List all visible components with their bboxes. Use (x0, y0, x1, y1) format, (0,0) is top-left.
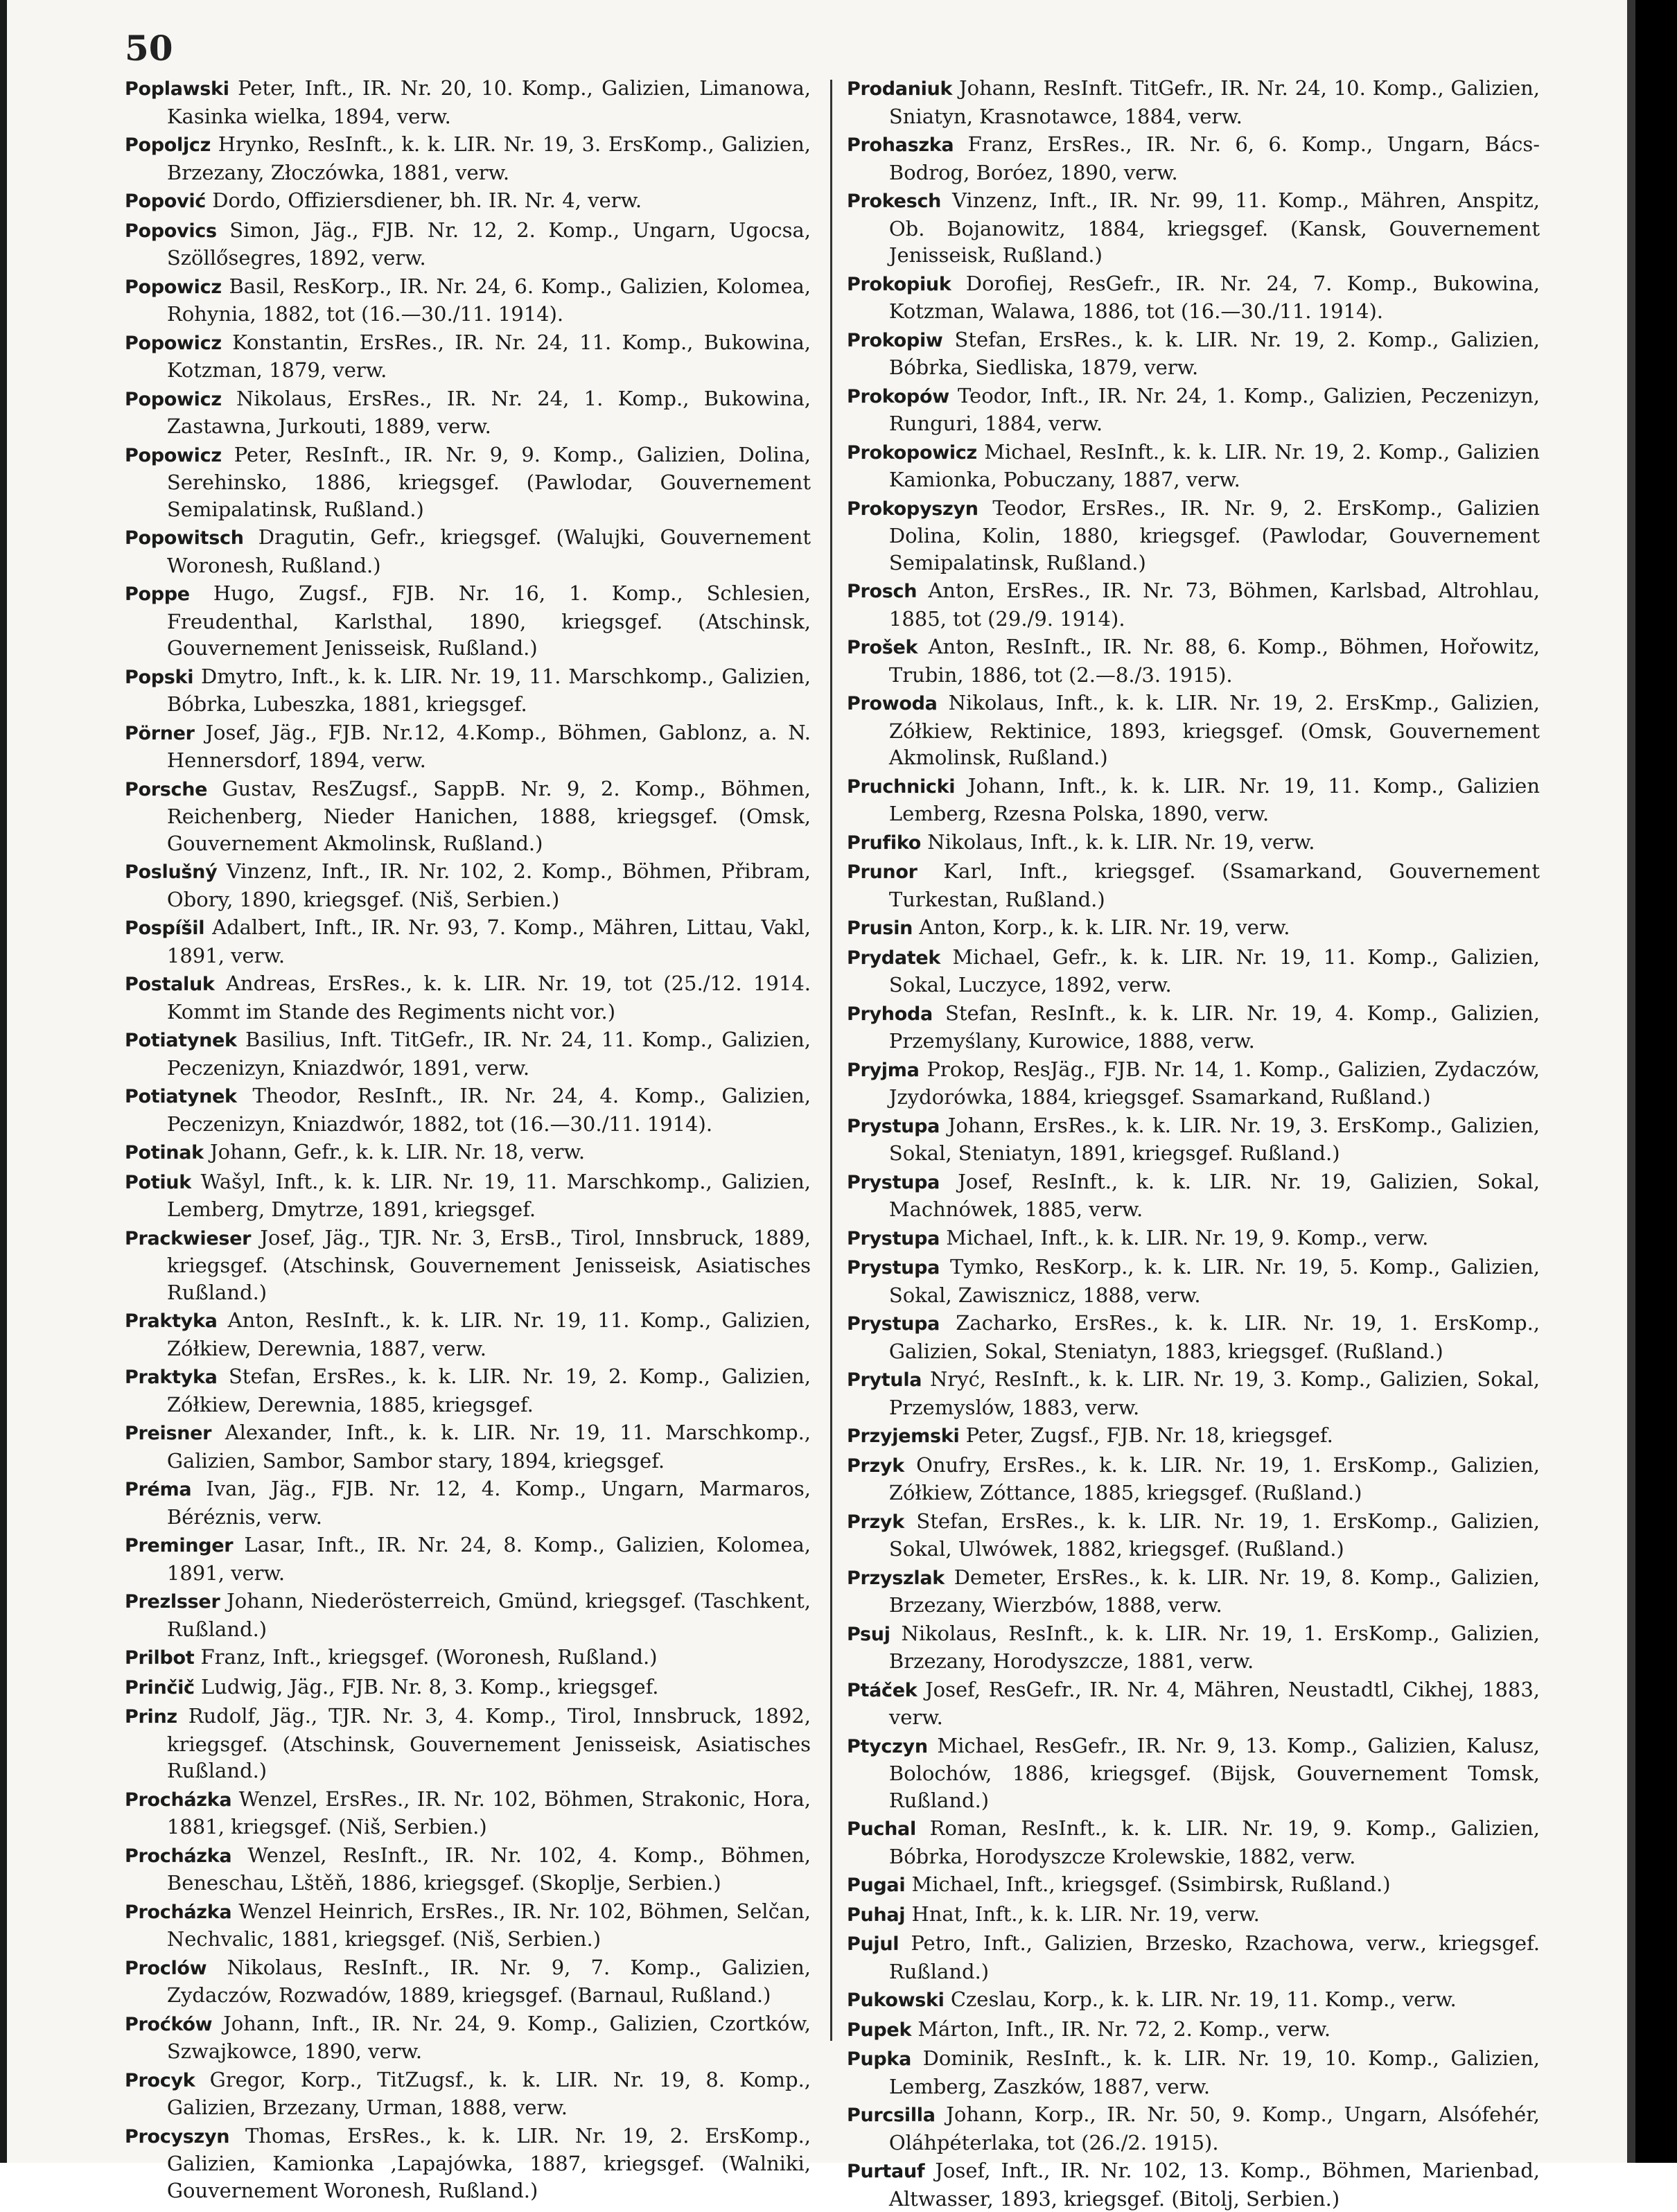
entry-surname: Procyszyn (125, 2125, 230, 2148)
entry-details: Simon, Jäg., FJB. Nr. 12, 2. Komp., Ungarn, Ugocsa, Szöllősegres, 1892, verw. (166, 218, 811, 270)
entry-details: Michael, Inft., kriegsgef. (Ssimbirsk, Rußland.) (911, 1872, 1391, 1896)
list-entry (847, 1676, 1540, 1731)
entry-details: Thomas, ErsRes., k. k. LIR. Nr. 19, 2. ErsKomp., Galizien, Kamionka ,Lapajówka, 1887, kriegsgef. (Walniki, Gouvernement Woronesh, Rußland.) (166, 2123, 811, 2202)
list-entry (847, 1366, 1540, 1421)
list-entry (847, 633, 1540, 688)
list-entry (125, 524, 811, 579)
list-entry (847, 1452, 1540, 1507)
entry-surname: Preminger (125, 1535, 234, 1556)
entry-surname: Popowitsch (125, 527, 244, 549)
entry-surname: Purtauf (847, 2161, 925, 2182)
column-divider (830, 80, 832, 2041)
entry-details: Johann, Gefr., k. k. LIR. Nr. 18, verw. (210, 1140, 586, 1164)
list-entry (847, 914, 1540, 942)
entry-surname: Proćków (125, 2013, 213, 2035)
list-entry (125, 1082, 811, 1137)
entry-surname: Prokopyszyn (847, 498, 978, 520)
entry-details: Gregor, Korp., TitZugsf., k. k. LIR. Nr. 19, 8. Komp., Galizien, Brzezany, Urman, 1888, verw. (166, 2067, 811, 2119)
page-number: 50 (125, 28, 173, 69)
entry-details: Alexander, Inft., k. k. LIR. Nr. 19, 11. Marschkomp., Galizien, Sambor, Sambor stary, 1894, kriegsgef. (166, 1421, 811, 1473)
entry-details: Anton, Korp., k. k. LIR. Nr. 19, verw. (919, 915, 1290, 939)
entry-surname: Prystupa (847, 1171, 940, 1193)
list-entry (847, 1000, 1540, 1055)
entry-surname: Poslušný (125, 861, 218, 883)
list-entry (125, 1224, 811, 1306)
entry-details: Nryć, ResInft., k. k. LIR. Nr. 19, 3. Komp., Galizien, Sokal, Przemyslów, 1883, verw. (888, 1367, 1540, 1419)
list-entry (847, 829, 1540, 857)
entry-surname: Preisner (125, 1423, 212, 1444)
list-entry (125, 2066, 811, 2121)
entry-surname: Procházka (125, 1789, 232, 1811)
entry-surname: Potiuk (125, 1171, 191, 1193)
list-entry (847, 1310, 1540, 1364)
list-entry (125, 1026, 811, 1081)
entry-details: Dragutin, Gefr., kriegsgef. (Walujki, Gouvernement Woronesh, Rußland.) (166, 525, 811, 577)
entry-surname: Prinčič (125, 1676, 195, 1698)
entry-details: Michael, ResGefr., IR. Nr. 9, 13. Komp., Galizien, Kalusz, Bolochów, 1886, kriegsgef. (Bijsk, Gouvernement Tomsk, Rußland.) (888, 1733, 1540, 1812)
entry-surname: Pörner (125, 722, 195, 744)
list-entry (125, 385, 811, 440)
list-entry (847, 858, 1540, 913)
entry-surname: Préma (125, 1479, 192, 1500)
entry-surname: Potinak (125, 1142, 204, 1164)
entry-surname: Poplawski (125, 78, 229, 100)
entry-details: Josef, ResGefr., IR. Nr. 4, Mähren, Neustadtl, Cikhej, 1883, verw. (888, 1677, 1540, 1729)
list-entry (847, 495, 1540, 577)
list-entry (847, 1056, 1540, 1111)
entry-details: Basilius, Inft. TitGefr., IR. Nr. 24, 11. Komp., Galizien, Peczenizyn, Kniazdwór, 1891, verw. (166, 1028, 811, 1080)
entry-details: Franz, Inft., kriegsgef. (Woronesh, Rußland.) (200, 1645, 658, 1669)
list-entry (125, 1139, 811, 1167)
entry-surname: Prytula (847, 1369, 922, 1391)
entry-details: Johann, ErsRes., k. k. LIR. Nr. 19, 3. ErsKomp., Galizien, Sokal, Steniatyn, 1891, kriegsgef. Rußland.) (888, 1113, 1540, 1165)
entry-details: Andreas, ErsRes., k. k. LIR. Nr. 19, tot (25./12. 1914. Kommt im Stande des Regiments nicht vor.) (166, 972, 811, 1024)
list-entry (847, 1422, 1540, 1450)
entry-surname: Prosch (847, 581, 917, 602)
list-entry (125, 580, 811, 662)
entry-surname: Prokopiw (847, 329, 943, 351)
list-entry (125, 1674, 811, 1702)
entry-details: Dmytro, Inft., k. k. LIR. Nr. 19, 11. Marschkomp., Galizien, Bóbrka, Lubeszka, 1881, kriegsgef. (166, 664, 811, 716)
list-entry (847, 577, 1540, 632)
entry-surname: Popovics (125, 220, 217, 242)
entry-details: Hnat, Inft., k. k. LIR. Nr. 19, verw. (911, 1902, 1260, 1926)
entry-details: Wenzel, ErsRes., IR. Nr. 102, Böhmen, Strakonic, Hora, 1881, kriegsgef. (Niš, Serbien.) (166, 1787, 811, 1838)
list-entry (847, 1254, 1540, 1308)
list-entry (847, 773, 1540, 827)
entry-surname: Porsche (125, 778, 208, 800)
list-entry (125, 75, 811, 130)
entry-details: Josef, ResInft., k. k. LIR. Nr. 19, Galizien, Sokal, Machnówek, 1885, verw. (888, 1169, 1540, 1221)
list-entry (847, 944, 1540, 999)
entry-details: Rudolf, Jäg., TJR. Nr. 3, 4. Komp., Tirol, Innsbruck, 1892, kriegsgef. (Atschinsk, Gouvernement Jenisseisk, Asiatisches Rußland.) (166, 1704, 811, 1782)
entry-details: Theodor, ResInft., IR. Nr. 24, 4. Komp., Galizien, Peczenizyn, Kniazdwór, 1882, tot (16.—30./11. 1914). (166, 1084, 811, 1136)
entry-details: Nikolaus, ResInft., IR. Nr. 9, 7. Komp., Galizien, Zydaczów, Rozwadów, 1889, kriegsgef. (Barnaul, Rußland.) (166, 1955, 811, 2007)
list-entry (125, 2010, 811, 2065)
entry-details: Johann, Niederösterreich, Gmünd, kriegsgef. (Taschkent, Rußland.) (166, 1589, 811, 1641)
list-entry (125, 1168, 811, 1223)
list-entry (847, 270, 1540, 325)
entry-surname: Procházka (125, 1845, 232, 1867)
list-entry (847, 1112, 1540, 1167)
entry-surname: Pryhoda (847, 1003, 933, 1025)
entry-surname: Prystupa (847, 1257, 940, 1279)
list-entry (847, 1901, 1540, 1929)
entry-details: Hugo, Zugsf., FJB. Nr. 16, 1. Komp., Schlesien, Freudenthal, Karlsthal, 1890, kriegsgef. (Atschinsk, Gouvernement Jenisseisk, Rußland.) (166, 581, 811, 660)
entry-surname: Prezlsser (125, 1591, 220, 1613)
entry-details: Johann, ResInft. TitGefr., IR. Nr. 24, 10. Komp., Galizien, Sniatyn, Krasnotawce, 1884, verw. (888, 76, 1540, 128)
entry-details: Dominik, ResInft., k. k. LIR. Nr. 19, 10. Komp., Galizien, Lemberg, Zaszków, 1887, verw. (888, 2046, 1540, 2098)
entry-details: Wašyl, Inft., k. k. LIR. Nr. 19, 11. Marschkomp., Galizien, Lemberg, Dmytrze, 1891, kriegsgef. (166, 1169, 811, 1221)
entry-surname: Popski (125, 666, 194, 688)
entry-surname: Psuj (847, 1623, 890, 1645)
entry-surname: Procházka (125, 1901, 232, 1923)
list-entry (847, 1564, 1540, 1619)
entry-surname: Prowoda (847, 693, 938, 714)
list-entry (125, 1644, 811, 1672)
entry-details: Nikolaus, Inft., k. k. LIR. Nr. 19, 2. ErsKmp., Galizien, Zółkiew, Rektinice, 1893, kriegsgef. (Omsk, Gouvernement Akmolinsk, Rußland.) (888, 691, 1540, 769)
entry-surname: Popoljcz (125, 134, 211, 156)
entry-surname: Postaluk (125, 974, 215, 995)
list-entry (847, 439, 1540, 493)
entry-details: Johann, Inft., k. k. LIR. Nr. 19, 11. Komp., Galizien Lemberg, Rzesna Polska, 1890, verw. (888, 773, 1540, 825)
list-entry (847, 1620, 1540, 1675)
entry-surname: Potiatynek (125, 1030, 237, 1051)
entry-surname: Pugai (847, 1875, 906, 1896)
entry-details: Zacharko, ErsRes., k. k. LIR. Nr. 19, 1. ErsKomp., Galizien, Sokal, Steniatyn, 1883, kriegsgef. (Rußland.) (888, 1311, 1540, 1363)
list-entry (847, 131, 1540, 186)
list-entry (847, 187, 1540, 269)
entry-details: Demeter, ErsRes., k. k. LIR. Nr. 19, 8. Komp., Galizien, Brzezany, Wierzbów, 1888, verw. (888, 1565, 1540, 1617)
entry-surname: Prufiko (847, 832, 922, 854)
entry-surname: Prydatek (847, 947, 941, 969)
entry-details: Nikolaus, ResInft., k. k. LIR. Nr. 19, 1. ErsKomp., Galizien, Brzezany, Horodyszcze, 1881, verw. (888, 1621, 1540, 1673)
entry-surname: Procyk (125, 2069, 195, 2091)
entry-surname: Pupek (847, 2019, 912, 2041)
list-entry (125, 1703, 811, 1784)
entry-surname: Prokopiuk (847, 273, 951, 295)
list-entry (125, 1531, 811, 1586)
entry-details: Teodor, Inft., IR. Nr. 24, 1. Komp., Galizien, Peczenizyn, Runguri, 1884, verw. (888, 383, 1540, 435)
entry-details: Michael, ResInft., k. k. LIR. Nr. 19, 2. Komp., Galizien Kamionka, Pobuczany, 1887, verw. (888, 439, 1540, 491)
entry-details: Stefan, ResInft., k. k. LIR. Nr. 19, 4. Komp., Galizien, Przemyślany, Kurowice, 1888, verw. (888, 1001, 1540, 1053)
list-entry (847, 1871, 1540, 1899)
entry-surname: Przyszlak (847, 1567, 945, 1589)
list-entry (847, 1168, 1540, 1223)
entry-surname: Purcsilla (847, 2105, 936, 2126)
entry-surname: Pupka (847, 2048, 912, 2070)
list-entry (125, 1419, 811, 1474)
entry-details: Vinzenz, Inft., IR. Nr. 102, 2. Komp., Böhmen, Přibram, Obory, 1890, kriegsgef. (Niš, Serbien.) (166, 859, 811, 911)
entry-details: Johann, Inft., IR. Nr. 24, 9. Komp., Galizien, Czortków, Szwajkowce, 1890, verw. (166, 2011, 811, 2063)
list-entry (125, 858, 811, 913)
list-entry (847, 75, 1540, 130)
entry-details: Michael, Inft., k. k. LIR. Nr. 19, 9. Komp., verw. (946, 1225, 1429, 1249)
entry-details: Basil, ResKorp., IR. Nr. 24, 6. Komp., Galizien, Kolomea, Rohynia, 1882, tot (16.—30./11. 1914). (166, 274, 811, 326)
entry-details: Wenzel, ResInft., IR. Nr. 102, 4. Komp., Böhmen, Beneschau, Lštěň, 1886, kriegsgef. (Skoplje, Serbien.) (166, 1843, 811, 1895)
entry-details: Onufry, ErsRes., k. k. LIR. Nr. 19, 1. ErsKomp., Galizien, Zółkiew, Zóttance, 1885, kriegsgef. (Rußland.) (888, 1452, 1540, 1504)
entry-surname: Potiatynek (125, 1086, 237, 1107)
entry-details: Roman, ResInft., k. k. LIR. Nr. 19, 9. Komp., Galizien, Bóbrka, Horodyszcze Krolewskie, 1882, verw. (888, 1816, 1540, 1868)
list-entry (125, 1588, 811, 1642)
list-entry (125, 441, 811, 523)
list-entry (847, 2157, 1540, 2212)
entry-details: Karl, Inft., kriegsgef. (Ssamarkand, Gouvernement Turkestan, Rußland.) (888, 859, 1540, 911)
entry-surname: Prohaszka (847, 134, 954, 156)
list-entry (847, 326, 1540, 381)
entry-surname: Popović (125, 191, 206, 212)
entry-details: Teodor, ErsRes., IR. Nr. 9, 2. ErsKomp., Galizien Dolina, Kolin, 1880, kriegsgef. (Pawlodar, Gouvernement Semipalatinsk, Rußland.) (888, 495, 1540, 574)
list-entry (125, 1307, 811, 1362)
list-entry (125, 719, 811, 774)
entry-surname: Prodaniuk (847, 78, 953, 100)
entry-details: Nikolaus, Inft., k. k. LIR. Nr. 19, verw. (927, 830, 1315, 854)
entry-surname: Popowicz (125, 444, 222, 466)
entry-details: Wenzel Heinrich, ErsRes., IR. Nr. 102, Böhmen, Selčan, Nechvalic, 1881, kriegsgef. (Niš, Serbien.) (166, 1899, 811, 1951)
entry-surname: Przyk (847, 1511, 904, 1533)
entry-surname: Popowicz (125, 388, 222, 410)
entry-details: Michael, Gefr., k. k. LIR. Nr. 19, 11. Komp., Galizien, Sokal, Luczyce, 1892, verw. (888, 945, 1540, 997)
entry-surname: Puchal (847, 1818, 916, 1840)
entry-surname: Poppe (125, 583, 190, 605)
list-entry (847, 1508, 1540, 1563)
entry-details: Dorofiej, ResGefr., IR. Nr. 24, 7. Komp., Bukowina, Kotzman, Walawa, 1886, tot (16.—30./11. 1914). (888, 271, 1540, 323)
list-entry (847, 1224, 1540, 1253)
entry-details: Stefan, ErsRes., k. k. LIR. Nr. 19, 1. ErsKomp., Galizien, Sokal, Ulwówek, 1882, kriegsgef. (Rußland.) (888, 1509, 1540, 1561)
entry-surname: Ptyczyn (847, 1735, 928, 1757)
entry-details: Franz, ErsRes., IR. Nr. 6, 6. Komp., Ungarn, Bács-Bodrog, Boróez, 1890, verw. (888, 132, 1540, 184)
entry-surname: Przyk (847, 1455, 904, 1477)
entry-surname: Prilbot (125, 1647, 195, 1669)
list-entry (125, 1363, 811, 1418)
entry-details: Nikolaus, ErsRes., IR. Nr. 24, 1. Komp., Bukowina, Zastawna, Jurkouti, 1889, verw. (166, 386, 811, 438)
entry-details: Peter, ResInft., IR. Nr. 9, 9. Komp., Galizien, Dolina, Serehinsko, 1886, kriegsgef. (Pawlodar, Gouvernement Semipalatinsk, Rußland.) (166, 442, 811, 521)
entry-details: Gustav, ResZugsf., SappB. Nr. 9, 2. Komp., Böhmen, Reichenberg, Nieder Hanichen, 1888, kriegsgef. (Omsk, Gouvernement Akmolinsk, Rußland.) (166, 776, 811, 855)
list-entry (125, 1898, 811, 1953)
list-entry (847, 2016, 1540, 2044)
entry-details: Johann, Korp., IR. Nr. 50, 9. Komp., Ungarn, Alsófehér, Oláhpéterlaka, tot (26./2. 1915). (888, 2103, 1540, 2154)
entry-details: Stefan, ErsRes., k. k. LIR. Nr. 19, 2. Komp., Galizien, Zółkiew, Derewnia, 1885, kriegsgef. (166, 1364, 811, 1416)
entry-surname: Puhaj (847, 1904, 906, 1926)
list-entry (125, 914, 811, 969)
entry-details: Tymko, ResKorp., k. k. LIR. Nr. 19, 5. Komp., Galizien, Sokal, Zawisznicz, 1888, verw. (888, 1255, 1540, 1307)
entry-details: Hrynko, ResInft., k. k. LIR. Nr. 19, 3. ErsKomp., Galizien, Brzezany, Złoczówka, 1881, verw. (166, 132, 811, 184)
entry-surname: Prokopowicz (847, 441, 977, 464)
list-entry (125, 1786, 811, 1841)
list-entry (847, 1986, 1540, 2015)
entry-details: Peter, Inft., IR. Nr. 20, 10. Komp., Galizien, Limanowa, Kasinka wielka, 1894, verw. (166, 76, 811, 128)
entry-details: Josef, Jäg., TJR. Nr. 3, ErsB., Tirol, Innsbruck, 1889, kriegsgef. (Atschinsk, Gouvernement Jenisseisk, Asiatisches Rußland.) (166, 1225, 811, 1304)
list-entry (847, 383, 1540, 437)
entry-details: Dordo, Offiziersdiener, bh. IR. Nr. 4, verw. (212, 188, 642, 212)
entry-surname: Praktyka (125, 1310, 218, 1332)
entry-surname: Prackwieser (125, 1227, 252, 1249)
right-column (847, 75, 1540, 2212)
entry-details: Vinzenz, Inft., IR. Nr. 99, 11. Komp., Mähren, Anspitz, Ob. Bojanowitz, 1884, kriegsgef. (Kansk, Gouvernement Jenisseisk, Rußland.) (888, 188, 1540, 267)
list-entry (847, 690, 1540, 771)
right-scan-edge (1635, 0, 1677, 2163)
list-entry (847, 1930, 1540, 1985)
list-entry (125, 329, 811, 384)
entry-details: Márton, Inft., IR. Nr. 72, 2. Komp., verw. (917, 2017, 1331, 2041)
entry-details: Stefan, ErsRes., k. k. LIR. Nr. 19, 2. Komp., Galizien, Bóbrka, Siedliska, 1879, verw. (888, 327, 1540, 379)
list-entry (125, 2123, 811, 2204)
list-entry (125, 273, 811, 328)
entry-surname: Przyjemski (847, 1425, 960, 1447)
left-scan-edge (0, 0, 7, 2163)
entry-surname: Popowicz (125, 332, 222, 354)
entry-surname: Prusin (847, 918, 913, 939)
list-entry (847, 1815, 1540, 1870)
list-entry (125, 1842, 811, 1897)
entry-surname: Pryjma (847, 1059, 920, 1081)
list-entry (125, 970, 811, 1025)
list-entry (125, 1954, 811, 2009)
entry-details: Adalbert, Inft., IR. Nr. 93, 7. Komp., Mähren, Littau, Vakl, 1891, verw. (166, 915, 811, 967)
entry-details: Petro, Inft., Galizien, Brzesko, Rzachowa, verw., kriegsgef. Rußland.) (888, 1931, 1540, 1983)
entry-surname: Praktyka (125, 1367, 218, 1388)
left-column (125, 75, 811, 2204)
entry-details: Konstantin, ErsRes., IR. Nr. 24, 11. Komp., Bukowina, Kotzman, 1879, verw. (166, 330, 811, 382)
entry-surname: Pujul (847, 1933, 899, 1955)
entry-details: Czeslau, Korp., k. k. LIR. Nr. 19, 11. Komp., verw. (950, 1987, 1457, 2011)
entry-surname: Prošek (847, 637, 918, 658)
entry-details: Josef, Jäg., FJB. Nr.12, 4.Komp., Böhmen, Gablonz, a. N. Hennersdorf, 1894, verw. (166, 720, 811, 772)
entry-details: Ludwig, Jäg., FJB. Nr. 8, 3. Komp., kriegsgef. (200, 1674, 659, 1698)
entry-details: Prokop, ResJäg., FJB. Nr. 14, 1. Komp., Galizien, Zydaczów, Jzydorówka, 1884, kriegsgef. Ssamarkand, Rußland.) (888, 1057, 1540, 1109)
entry-surname: Prinz (125, 1706, 177, 1728)
entry-surname: Prunor (847, 861, 917, 883)
entry-surname: Popowicz (125, 276, 222, 298)
entry-surname: Ptáček (847, 1679, 917, 1701)
entry-details: Peter, Zugsf., FJB. Nr. 18, kriegsgef. (965, 1423, 1333, 1447)
entry-surname: Prokesch (847, 191, 942, 212)
list-entry (847, 2101, 1540, 2156)
entry-surname: Pruchnicki (847, 775, 956, 798)
list-entry (847, 1732, 1540, 1814)
entry-details: Josef, Inft., IR. Nr. 102, 13. Komp., Böhmen, Marienbad, Altwasser, 1893, kriegsgef. (Bitolj, Serbien.) (888, 2159, 1540, 2211)
entry-surname: Prystupa (847, 1227, 940, 1249)
entry-surname: Prystupa (847, 1115, 940, 1137)
list-entry (125, 1475, 811, 1530)
entry-surname: Prystupa (847, 1313, 940, 1335)
list-entry (847, 2045, 1540, 2100)
list-entry (125, 217, 811, 272)
list-entry (125, 775, 811, 857)
entry-details: Anton, ResInft., IR. Nr. 88, 6. Komp., Böhmen, Hořowitz, Trubin, 1886, tot (2.—8./3. 1915). (888, 635, 1540, 687)
entry-details: Ivan, Jäg., FJB. Nr. 12, 4. Komp., Ungarn, Marmaros, Béréznis, verw. (166, 1477, 811, 1529)
entry-details: Anton, ResInft., k. k. LIR. Nr. 19, 11. Komp., Galizien, Zółkiew, Derewnia, 1887, verw. (166, 1308, 811, 1360)
list-entry (125, 187, 811, 216)
entry-details: Anton, ErsRes., IR. Nr. 73, Böhmen, Karlsbad, Altrohlau, 1885, tot (29./9. 1914). (888, 579, 1540, 631)
right-scan-shadow (1627, 0, 1635, 2163)
list-entry (125, 663, 811, 718)
entry-surname: Proclów (125, 1957, 207, 1979)
entry-surname: Pukowski (847, 1990, 945, 2011)
entry-surname: Prokopów (847, 385, 949, 407)
list-entry (125, 131, 811, 186)
entry-details: Lasar, Inft., IR. Nr. 24, 8. Komp., Galizien, Kolomea, 1891, verw. (166, 1533, 811, 1585)
entry-surname: Pospíšil (125, 918, 205, 939)
